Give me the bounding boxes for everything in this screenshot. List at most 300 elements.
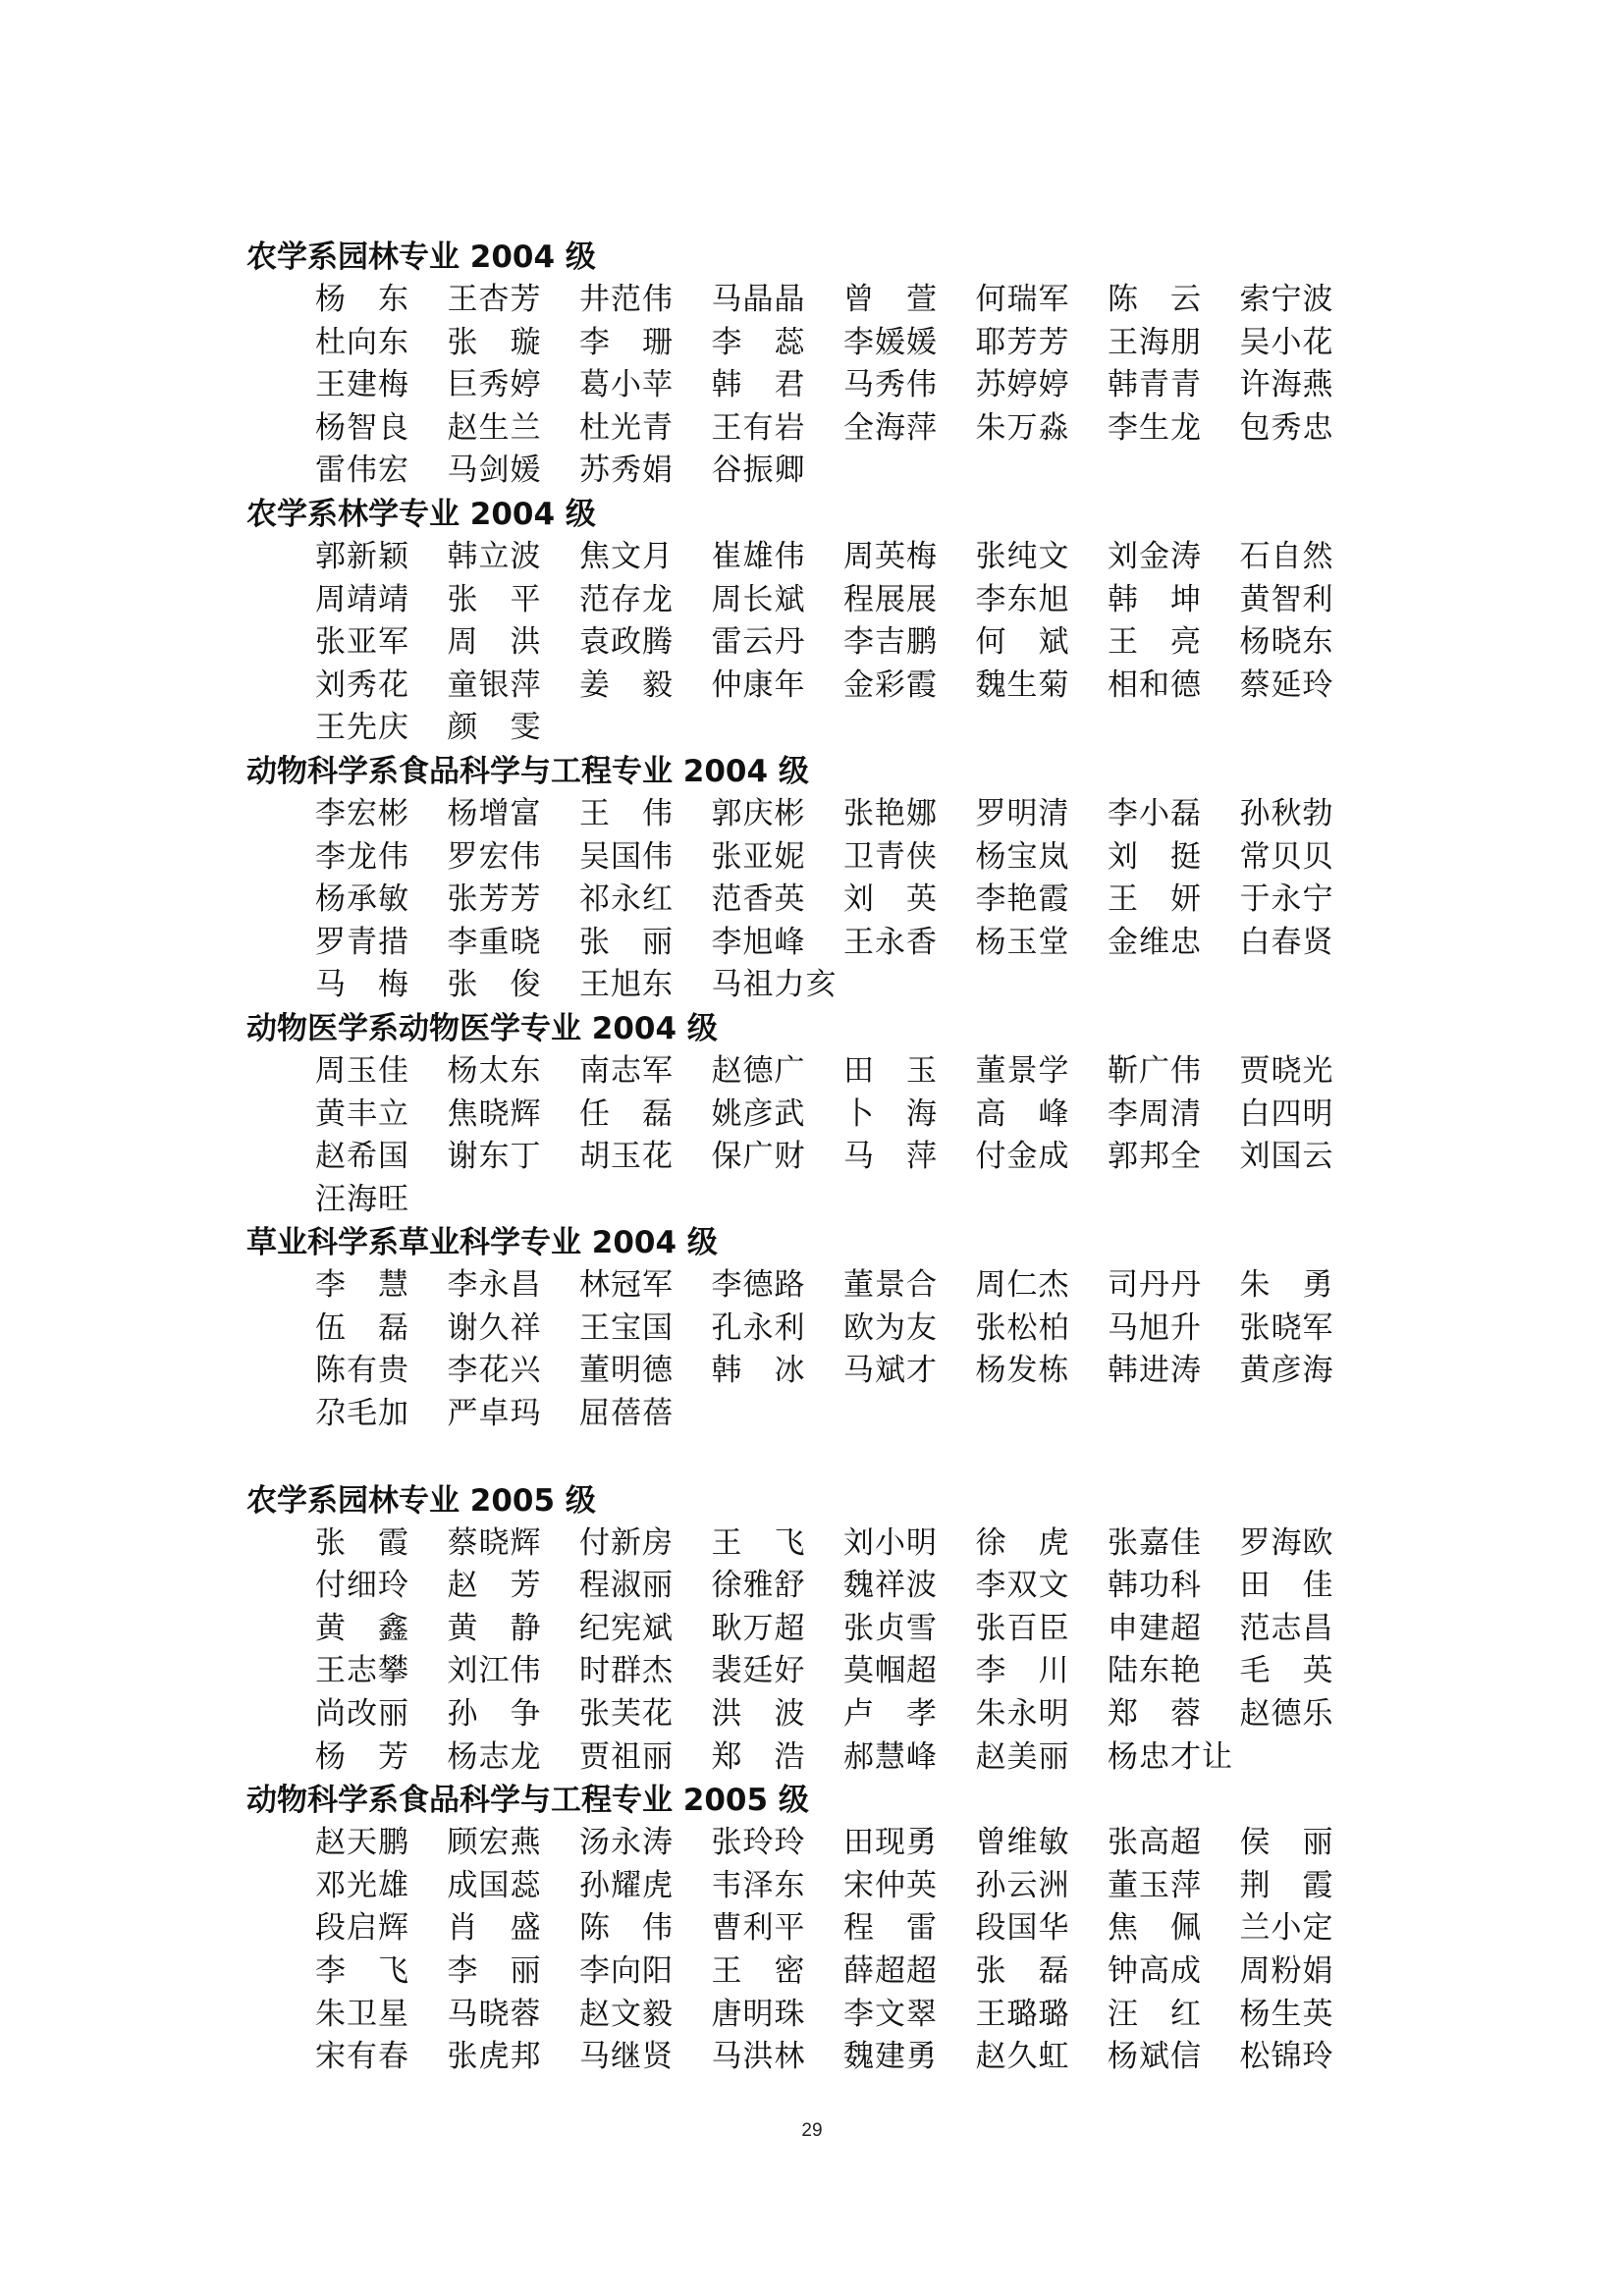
- student-name: 段启辉: [315, 1910, 409, 1947]
- student-name: 马剑媛: [447, 453, 542, 489]
- student-name: 石自然: [1239, 538, 1334, 574]
- student-name: 周靖靖: [315, 581, 409, 617]
- student-name: 屈蓓蓓: [579, 1396, 674, 1432]
- student-name: 张百臣: [975, 1610, 1070, 1646]
- student-name: 刘国云: [1239, 1139, 1334, 1175]
- student-name: 尚改丽: [315, 1696, 409, 1733]
- student-name: 张 俊: [447, 967, 542, 1003]
- student-name: 赵久虹: [975, 2039, 1070, 2075]
- student-name: 相和德: [1108, 667, 1202, 703]
- student-name: 杨太东: [447, 1052, 542, 1089]
- student-name: 李吉鹏: [843, 624, 938, 661]
- student-name: 李永昌: [447, 1267, 542, 1304]
- name-row: [315, 2036, 1376, 2079]
- student-name: 李 蕊: [711, 324, 806, 360]
- student-name: 李文翠: [843, 1996, 938, 2032]
- name-row: [315, 665, 1376, 708]
- student-name: 汪海旺: [315, 1181, 409, 1217]
- name-row: [315, 1865, 1376, 1908]
- name-row: [315, 322, 1376, 365]
- student-name: 杨发栋: [975, 1353, 1070, 1389]
- student-name: 孔永利: [711, 1309, 806, 1346]
- student-name: 贾晓光: [1239, 1052, 1334, 1089]
- student-name: 李德路: [711, 1267, 806, 1304]
- student-name: 唐明珠: [711, 1996, 806, 2032]
- student-name: 刘 英: [843, 881, 938, 918]
- student-name: 李龙伟: [315, 838, 409, 875]
- student-name: 张芳芳: [447, 881, 542, 918]
- student-name: 李小磊: [1108, 795, 1202, 831]
- student-name: 魏生菊: [975, 667, 1070, 703]
- student-name: 杜光青: [579, 409, 674, 446]
- student-name: 姜 毅: [579, 667, 674, 703]
- student-name: 毛 英: [1239, 1653, 1334, 1689]
- student-name: 范存龙: [579, 581, 674, 617]
- student-name: 杨志龙: [447, 1738, 542, 1775]
- student-name: 宋仲英: [843, 1867, 938, 1903]
- section-title: 农学系林学专业 2004 级: [246, 496, 596, 532]
- student-name: 段国华: [975, 1910, 1070, 1947]
- student-name: 张 平: [447, 581, 542, 617]
- name-row: [315, 1994, 1376, 2037]
- section-title: 农学系园林专业 2004 级: [246, 240, 596, 275]
- name-row: [315, 836, 1376, 880]
- student-name: 白春贤: [1239, 924, 1334, 960]
- student-name: 马 梅: [315, 967, 409, 1003]
- name-row: [315, 964, 1376, 1007]
- student-name: 井范伟: [579, 282, 674, 317]
- student-name: 张松柏: [975, 1309, 1070, 1346]
- student-name: 王 密: [711, 1953, 806, 1989]
- student-name: 李双文: [975, 1568, 1070, 1604]
- student-name: 谢东丁: [447, 1139, 542, 1175]
- student-name: 许海燕: [1239, 367, 1334, 403]
- student-name: 曾维敏: [975, 1825, 1070, 1861]
- student-name: 赵 芳: [447, 1568, 542, 1604]
- name-row: [315, 1907, 1376, 1950]
- name-row: [315, 1393, 1376, 1436]
- roster-section: [246, 750, 1376, 1007]
- name-row: [315, 536, 1376, 579]
- student-name: 李媛媛: [843, 324, 938, 360]
- name-row: [315, 707, 1376, 750]
- student-name: 郭新颖: [315, 538, 409, 574]
- student-name: 欧为友: [843, 1309, 938, 1346]
- name-row: [315, 407, 1376, 451]
- student-name: 郭邦全: [1108, 1139, 1202, 1175]
- name-row: [315, 450, 1376, 493]
- student-name: 王先庆: [315, 710, 409, 746]
- roster-section: [246, 1007, 1376, 1221]
- student-name: 赵希国: [315, 1139, 409, 1175]
- name-row: [315, 1693, 1376, 1736]
- student-name: 黄彦海: [1239, 1353, 1334, 1389]
- name-row: [315, 279, 1376, 322]
- name-row: [315, 1522, 1376, 1566]
- roster-section: [246, 493, 1376, 750]
- student-name: 马晶晶: [711, 282, 806, 317]
- student-name: 焦晓辉: [447, 1095, 542, 1132]
- student-name: 靳广伟: [1108, 1052, 1202, 1089]
- roster-section: [246, 1479, 1376, 1780]
- student-name: 耶芳芳: [975, 324, 1070, 360]
- student-name: 杨斌信: [1108, 2039, 1202, 2075]
- student-name: 申建超: [1108, 1610, 1202, 1646]
- name-row: [315, 1264, 1376, 1308]
- student-name: 刘江伟: [447, 1653, 542, 1689]
- student-name: 田 佳: [1239, 1568, 1334, 1604]
- student-name: 赵天鹏: [315, 1825, 409, 1861]
- student-name: 吴国伟: [579, 838, 674, 875]
- student-name: 陈有贵: [315, 1353, 409, 1389]
- student-name: 程 雷: [843, 1910, 938, 1947]
- student-name: 林冠军: [579, 1267, 674, 1304]
- student-name: 洪 波: [711, 1696, 806, 1733]
- student-name: 罗青措: [315, 924, 409, 960]
- name-row: [315, 1736, 1376, 1780]
- student-name: 曾 萱: [843, 282, 938, 317]
- student-name: 苏婷婷: [975, 367, 1070, 403]
- student-name: 李周清: [1108, 1095, 1202, 1132]
- student-name: 马秀伟: [843, 367, 938, 403]
- student-name: 雷伟宏: [315, 453, 409, 489]
- student-name: 黄 静: [447, 1610, 542, 1646]
- name-row: [315, 793, 1376, 836]
- student-name: 侯 丽: [1239, 1825, 1334, 1861]
- name-row: [315, 1136, 1376, 1179]
- student-name: 任 磊: [579, 1095, 674, 1132]
- student-name: 李艳霞: [975, 881, 1070, 918]
- name-row: [315, 364, 1376, 407]
- section-title: 农学系园林专业 2005 级: [246, 1482, 596, 1519]
- page-number: 29: [801, 2120, 823, 2141]
- student-name: 马洪林: [711, 2039, 806, 2075]
- student-name: 曹利平: [711, 1910, 806, 1947]
- student-name: 张嘉佳: [1108, 1524, 1202, 1561]
- student-name: 胡玉花: [579, 1139, 674, 1175]
- student-name: 伍 磊: [315, 1309, 409, 1346]
- student-name: 焦文月: [579, 538, 674, 574]
- student-name: 赵文毅: [579, 1996, 674, 2032]
- student-name: 王有岩: [711, 409, 806, 446]
- student-name: 葛小苹: [579, 367, 674, 403]
- student-name: 顾宏燕: [447, 1825, 542, 1861]
- student-name: 周长斌: [711, 581, 806, 617]
- student-name: 李 川: [975, 1653, 1070, 1689]
- student-name: 李生龙: [1108, 409, 1202, 446]
- student-name: 孙 争: [447, 1696, 542, 1733]
- student-name: 汪 红: [1108, 1996, 1202, 2032]
- student-name: 韩功科: [1108, 1568, 1202, 1604]
- roster-section: [246, 236, 1376, 493]
- student-name: 李花兴: [447, 1353, 542, 1389]
- student-name: 马 萍: [843, 1139, 938, 1175]
- student-name: 黄智利: [1239, 581, 1334, 617]
- student-name: 朱 勇: [1239, 1267, 1334, 1304]
- student-name: 李宏彬: [315, 795, 409, 831]
- student-name: 何瑞军: [975, 282, 1070, 317]
- name-row: [315, 579, 1376, 622]
- student-name: 何 斌: [975, 624, 1070, 661]
- student-name: 魏祥波: [843, 1568, 938, 1604]
- student-name: 周 洪: [447, 624, 542, 661]
- student-name: 张 霞: [315, 1524, 409, 1561]
- student-name: 马旭升: [1108, 1309, 1202, 1346]
- student-name: 高 峰: [975, 1095, 1070, 1132]
- student-name: 陈 伟: [579, 1910, 674, 1947]
- student-name: 马晓蓉: [447, 1996, 542, 2032]
- student-name: 周仁杰: [975, 1267, 1070, 1304]
- student-name: 孙云洲: [975, 1867, 1070, 1903]
- student-name: 董景合: [843, 1267, 938, 1304]
- student-name: 苏秀娟: [579, 453, 674, 489]
- student-name: 仲康年: [711, 667, 806, 703]
- student-name: 陆东艳: [1108, 1653, 1202, 1689]
- student-name: 李东旭: [975, 581, 1070, 617]
- student-name: 韩 君: [711, 367, 806, 403]
- student-name: 焦 佩: [1108, 1910, 1202, 1947]
- student-name: 常贝贝: [1239, 838, 1334, 875]
- student-name: 王 伟: [579, 795, 674, 831]
- student-name: 刘金涛: [1108, 538, 1202, 574]
- student-name: 范香英: [711, 881, 806, 918]
- student-name: 赵美丽: [975, 1738, 1070, 1775]
- student-name: 孙耀虎: [579, 1867, 674, 1903]
- student-name: 程淑丽: [579, 1568, 674, 1604]
- student-name: 朱永明: [975, 1696, 1070, 1733]
- student-name: 张高超: [1108, 1825, 1202, 1861]
- document-body: [246, 236, 1376, 2079]
- student-name: 郑 浩: [711, 1738, 806, 1775]
- student-name: 陈 云: [1108, 282, 1202, 317]
- student-name: 李 慧: [315, 1267, 409, 1304]
- student-name: 周粉娟: [1239, 1953, 1334, 1989]
- student-name: 祁永红: [579, 881, 674, 918]
- student-name: 王璐璐: [975, 1996, 1070, 2032]
- student-name: 颜 雯: [447, 710, 542, 746]
- name-row: [315, 879, 1376, 922]
- student-name: 尕毛加: [315, 1396, 409, 1432]
- student-name: 张玲玲: [711, 1825, 806, 1861]
- student-name: 王海朋: [1108, 324, 1202, 360]
- section-title: 动物科学系食品科学与工程专业 2004 级: [246, 753, 809, 789]
- student-name: 张艳娜: [843, 795, 938, 831]
- roster-section: [246, 1221, 1376, 1435]
- student-name: 雷云丹: [711, 624, 806, 661]
- student-name: 薛超超: [843, 1953, 938, 1989]
- student-name: 李重晓: [447, 924, 542, 960]
- student-name: 孙秋勃: [1239, 795, 1334, 831]
- student-name: 崔雄伟: [711, 538, 806, 574]
- student-name: 周英梅: [843, 538, 938, 574]
- student-name: 王 飞: [711, 1524, 806, 1561]
- student-name: 王建梅: [315, 367, 409, 403]
- student-name: 周玉佳: [315, 1052, 409, 1089]
- student-name: 杨生英: [1239, 1996, 1334, 2032]
- student-name: 王杏芳: [447, 282, 542, 317]
- student-name: 郝慧峰: [843, 1738, 938, 1775]
- student-name: 杨智良: [315, 409, 409, 446]
- student-name: 付金成: [975, 1139, 1070, 1175]
- student-name: 黄 鑫: [315, 1610, 409, 1646]
- student-name: 金彩霞: [843, 667, 938, 703]
- student-name: 韩青青: [1108, 367, 1202, 403]
- name-row: [315, 1650, 1376, 1693]
- student-name: 徐雅舒: [711, 1568, 806, 1604]
- name-row: [315, 1822, 1376, 1865]
- student-name: 韩 冰: [711, 1353, 806, 1389]
- name-row: [315, 1308, 1376, 1351]
- student-name: 王 妍: [1108, 881, 1202, 918]
- student-name: 范志昌: [1239, 1610, 1334, 1646]
- student-name: 韩进涛: [1108, 1353, 1202, 1389]
- student-name: 于永宁: [1239, 881, 1334, 918]
- student-name: 王志攀: [315, 1653, 409, 1689]
- student-name: 荆 霞: [1239, 1867, 1334, 1903]
- student-name: 杨增富: [447, 795, 542, 831]
- student-name: 金维忠: [1108, 924, 1202, 960]
- student-name: 卢 孝: [843, 1696, 938, 1733]
- name-row: [315, 1179, 1376, 1222]
- student-name: 巨秀婷: [447, 367, 542, 403]
- student-name: 成国蕊: [447, 1867, 542, 1903]
- section-title: 动物科学系食品科学与工程专业 2005 级: [246, 1783, 809, 1819]
- student-name: 蔡晓辉: [447, 1524, 542, 1561]
- student-name: 韩 坤: [1108, 581, 1202, 617]
- student-name: 郑 蓉: [1108, 1696, 1202, 1733]
- student-name: 松锦玲: [1239, 2039, 1334, 2075]
- name-row: [315, 1950, 1376, 1994]
- student-name: 王永香: [843, 924, 938, 960]
- student-name: 张纯文: [975, 538, 1070, 574]
- student-name: 严卓玛: [447, 1396, 542, 1432]
- student-name: 杨宝岚: [975, 838, 1070, 875]
- student-name: 宋有春: [315, 2039, 409, 2075]
- student-name: 刘 挺: [1108, 838, 1202, 875]
- student-name: 付细玲: [315, 1568, 409, 1604]
- student-name: 王宝国: [579, 1309, 674, 1346]
- student-name: 耿万超: [711, 1610, 806, 1646]
- student-name: 姚彦武: [711, 1095, 806, 1132]
- student-name: 李 飞: [315, 1953, 409, 1989]
- student-name: 李 丽: [447, 1953, 542, 1989]
- student-name: 张 璇: [447, 324, 542, 360]
- student-name: 张芙花: [579, 1696, 674, 1733]
- student-name: 杨 芳: [315, 1738, 409, 1775]
- name-row: [315, 1050, 1376, 1094]
- student-name: 纪宪斌: [579, 1610, 674, 1646]
- student-name: 童银萍: [447, 667, 542, 703]
- student-name: 黄丰立: [315, 1095, 409, 1132]
- student-name: 时群杰: [579, 1653, 674, 1689]
- student-name: 张贞雪: [843, 1610, 938, 1646]
- student-name: 汤永涛: [579, 1825, 674, 1861]
- student-name: 马继贤: [579, 2039, 674, 2075]
- student-name: 谢久祥: [447, 1309, 542, 1346]
- student-name: 韩立波: [447, 538, 542, 574]
- student-name: 王 亮: [1108, 624, 1202, 661]
- student-name: 董玉萍: [1108, 1867, 1202, 1903]
- name-row: [315, 1608, 1376, 1651]
- student-name: 朱万淼: [975, 409, 1070, 446]
- student-name: 张晓军: [1239, 1309, 1334, 1346]
- student-name: 白四明: [1239, 1095, 1334, 1132]
- student-name: 吴小花: [1239, 324, 1334, 360]
- student-name: 赵德乐: [1239, 1696, 1334, 1733]
- student-name: 杨玉堂: [975, 924, 1070, 960]
- student-name: 赵生兰: [447, 409, 542, 446]
- student-name: 张亚军: [315, 624, 409, 661]
- student-name: 杜向东: [315, 324, 409, 360]
- student-name: 杨 东: [315, 282, 409, 317]
- student-name: 李旭峰: [711, 924, 806, 960]
- name-row: [315, 1094, 1376, 1137]
- student-name: 马祖力亥: [711, 967, 838, 1003]
- name-row: [315, 621, 1376, 665]
- student-name: 马斌才: [843, 1353, 938, 1389]
- student-name: 张虎邦: [447, 2039, 542, 2075]
- student-name: 董景学: [975, 1052, 1070, 1089]
- student-name: 贾祖丽: [579, 1738, 674, 1775]
- student-name: 张 丽: [579, 924, 674, 960]
- student-name: 莫帼超: [843, 1653, 938, 1689]
- student-name: 刘秀花: [315, 667, 409, 703]
- student-name: 邓光雄: [315, 1867, 409, 1903]
- student-name: 罗宏伟: [447, 838, 542, 875]
- student-name: 全海萍: [843, 409, 938, 446]
- name-row: [315, 1565, 1376, 1608]
- roster-section: [246, 1779, 1376, 2079]
- student-name: 杨承敏: [315, 881, 409, 918]
- student-name: 朱卫星: [315, 1996, 409, 2032]
- student-name: 刘小明: [843, 1524, 938, 1561]
- student-name: 蔡延玲: [1239, 667, 1334, 703]
- student-name: 袁政腾: [579, 624, 674, 661]
- name-row: [315, 1350, 1376, 1393]
- section-title: 草业科学系草业科学专业 2004 级: [246, 1225, 718, 1261]
- student-name: 兰小定: [1239, 1910, 1334, 1947]
- student-name: 董明德: [579, 1353, 674, 1389]
- name-row: [315, 922, 1376, 965]
- student-name: 南志军: [579, 1052, 674, 1089]
- student-name: 包秀忠: [1239, 409, 1334, 446]
- student-name: 保广财: [711, 1139, 806, 1175]
- student-name: 郭庆彬: [711, 795, 806, 831]
- student-name: 李 珊: [579, 324, 674, 360]
- student-name: 徐 虎: [975, 1524, 1070, 1561]
- student-name: 张亚妮: [711, 838, 806, 875]
- student-name: 裴廷好: [711, 1653, 806, 1689]
- student-name: 田现勇: [843, 1825, 938, 1861]
- student-name: 田 玉: [843, 1052, 938, 1089]
- student-name: 赵德广: [711, 1052, 806, 1089]
- section-title: 动物医学系动物医学专业 2004 级: [246, 1010, 718, 1046]
- student-name: 索宁波: [1239, 282, 1334, 317]
- student-name: 李向阳: [579, 1953, 674, 1989]
- student-name: 杨晓东: [1239, 624, 1334, 661]
- student-name: 韦泽东: [711, 1867, 806, 1903]
- student-name: 卜 海: [843, 1095, 938, 1132]
- student-name: 罗海欧: [1239, 1524, 1334, 1561]
- student-name: 谷振卿: [711, 453, 806, 489]
- student-name: 张 磊: [975, 1953, 1070, 1989]
- student-name: 卫青侠: [843, 838, 938, 875]
- student-name: 王旭东: [579, 967, 674, 1003]
- student-name: 司丹丹: [1108, 1267, 1202, 1304]
- student-name: 罗明清: [975, 795, 1070, 831]
- student-name: 肖 盛: [447, 1910, 542, 1947]
- student-name: 杨忠才让: [1108, 1738, 1233, 1775]
